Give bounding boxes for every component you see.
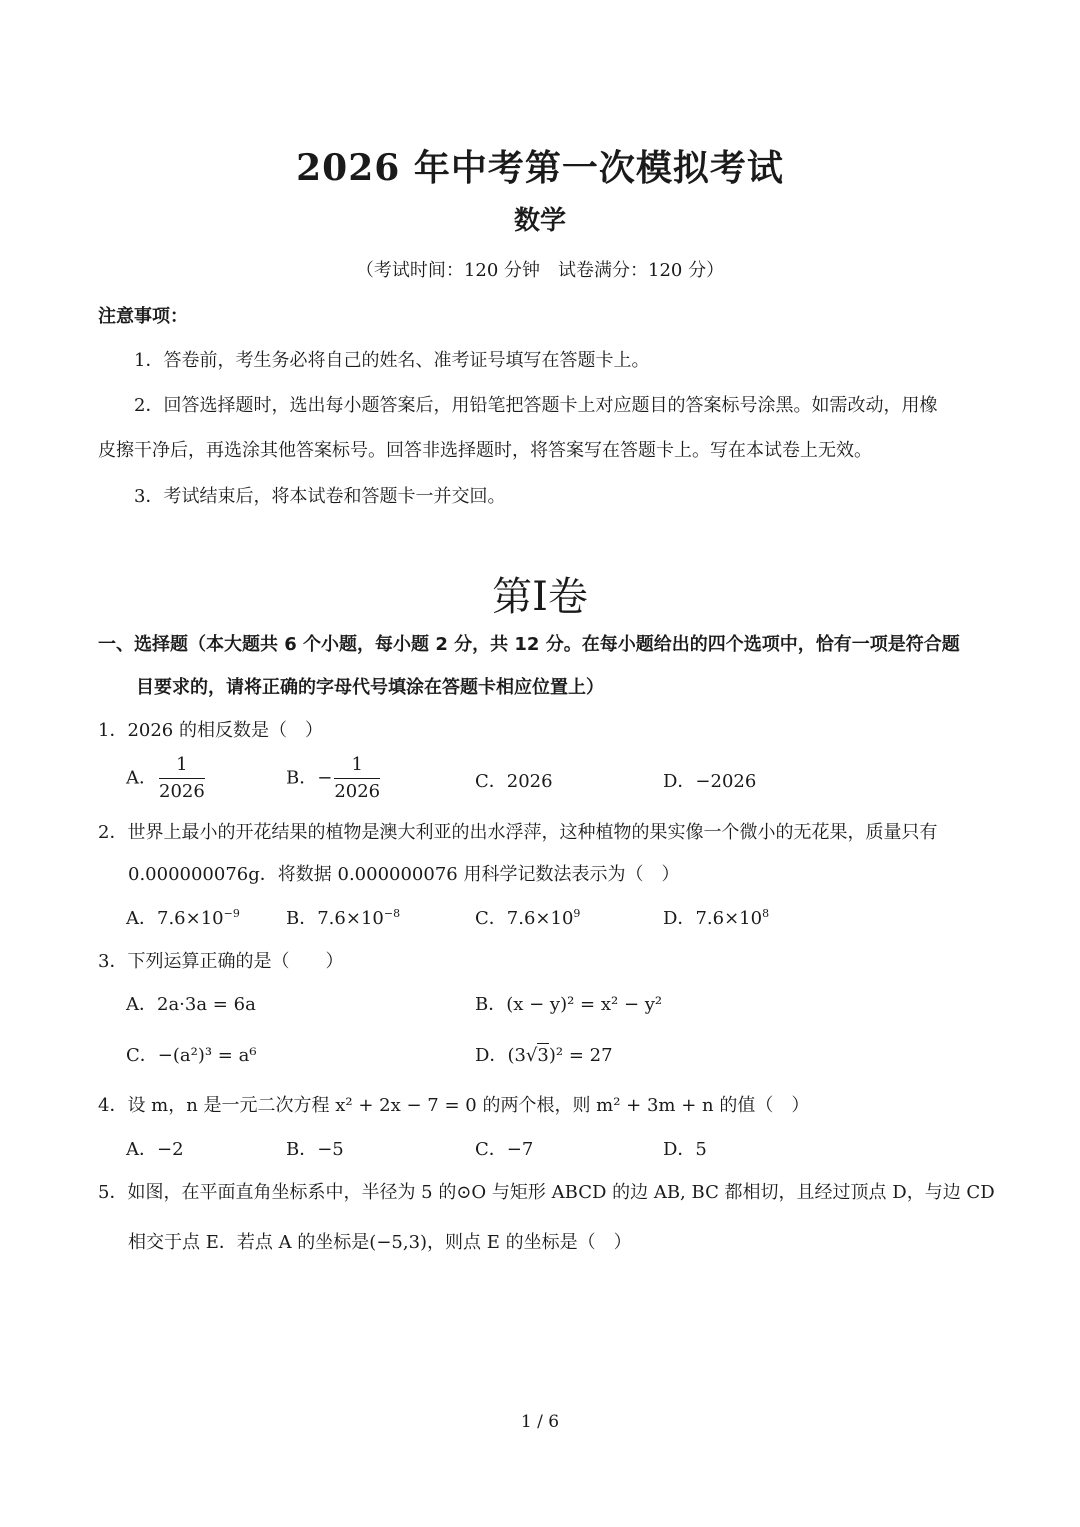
option-label: A． <box>126 767 157 789</box>
expr-suffix: )² = 27 <box>548 1045 613 1066</box>
question-5-line-2: 相交于点 E．若点 A 的坐标是(−5,3)，则点 E 的坐标是（ ） <box>128 1232 632 1253</box>
notice-item-3: 3．考试结束后，将本试卷和答题卡一并交回。 <box>134 486 506 507</box>
notice-item-2-line-1: 2．回答选择题时，选出每小题答案后，用铅笔把答题卡上对应题目的答案标号涂黑。如需改动，用橡 <box>134 395 938 416</box>
question-2-line-1: 2．世界上最小的开花结果的植物是澳大利亚的出水浮萍，这种植物的果实像一个微小的无花果，质量只有 <box>98 822 938 843</box>
question-3-option-b: B．(x − y)² = x² − y² <box>475 994 663 1015</box>
question-4-option-c: C．−7 <box>475 1139 534 1160</box>
question-1-option-a <box>126 754 207 803</box>
base: 7.6×10 <box>157 908 224 929</box>
exponent: −9 <box>223 907 240 920</box>
question-2-option-a <box>126 904 240 930</box>
exam-title: 2026 年中考第一次模拟考试 <box>296 147 784 189</box>
question-2-option-b <box>286 904 400 930</box>
question-4-option-b: B．−5 <box>286 1139 344 1160</box>
base: 7.6×10 <box>695 908 763 929</box>
radicand: 3 <box>537 1045 549 1066</box>
fraction <box>334 754 380 803</box>
question-2-line-2: 0.000000076g．将数据 0.000000076 用科学记数法表示为（ ） <box>128 864 680 885</box>
exam-info: （考试时间：120 分钟 试卷满分：120 分） <box>355 260 725 281</box>
notice-item-1: 1．答卷前，考生务必将自己的姓名、准考证号填写在答题卡上。 <box>134 350 650 371</box>
option-label: C． <box>475 908 507 929</box>
question-5-line-1: 5．如图，在平面直角坐标系中，半径为 5 的⊙O 与矩形 ABCD 的边 AB, BC 都相切，且经过顶点 D，与边 CD <box>98 1182 995 1203</box>
minus-sign: − <box>317 767 333 789</box>
question-4-stem: 4．设 m，n 是一元二次方程 x² + 2x − 7 = 0 的两个根，则 m² + 3m + n 的值（ ） <box>98 1095 810 1116</box>
notice-heading: 注意事项： <box>98 306 188 327</box>
option-label: D． <box>663 908 696 929</box>
exponent: 8 <box>762 907 770 920</box>
notice-item-2-line-2: 皮擦干净后，再选涂其他答案标号。回答非选择题时，将答案写在答题卡上。写在本试卷上无效。 <box>98 440 872 461</box>
expr-prefix: (3 <box>507 1045 526 1066</box>
question-1-option-b <box>286 754 382 803</box>
question-1-option-c: C．2026 <box>475 771 553 792</box>
option-label: B． <box>286 767 318 789</box>
fraction <box>159 754 205 803</box>
question-3-option-c: C．−(a²)³ = a⁶ <box>126 1045 257 1066</box>
question-1-option-d: D．−2026 <box>663 771 757 792</box>
question-2-option-c <box>475 904 580 930</box>
question-3-option-a: A．2a·3a = 6a <box>126 994 256 1015</box>
question-4-option-d: D．5 <box>663 1139 707 1160</box>
option-label: B． <box>286 908 318 929</box>
exponent: −8 <box>383 907 401 920</box>
sqrt-icon: √ <box>525 1045 538 1066</box>
page-number: 1 / 6 <box>520 1412 560 1432</box>
fraction-denominator: 2026 <box>334 781 381 802</box>
option-label: A． <box>126 908 157 929</box>
question-3-option-d <box>475 1041 613 1067</box>
section-1-heading-line-1: 一、选择题（本大题共 6 个小题，每小题 2 分，共 12 分。在每小题给出的四个选项中，恰有一项是符合题 <box>98 634 960 655</box>
base: 7.6×10 <box>506 908 574 929</box>
base: 7.6×10 <box>317 908 384 929</box>
exponent: 9 <box>573 907 581 920</box>
fraction-numerator: 1 <box>334 754 380 779</box>
question-3-stem: 3．下列运算正确的是（ ） <box>98 951 344 972</box>
question-2-option-d <box>663 904 769 930</box>
question-1-stem: 1．2026 的相反数是（ ） <box>98 720 323 741</box>
fraction-denominator: 2026 <box>159 781 205 802</box>
question-4-option-a: A．−2 <box>126 1139 184 1160</box>
subject-title: 数学 <box>513 206 566 236</box>
section-1-heading-line-2: 目要求的，请将正确的字母代号填涂在答题卡相应位置上） <box>136 677 604 698</box>
fraction-numerator: 1 <box>159 754 205 779</box>
option-label: D． <box>475 1045 508 1066</box>
volume-title: 第I卷 <box>492 574 588 620</box>
